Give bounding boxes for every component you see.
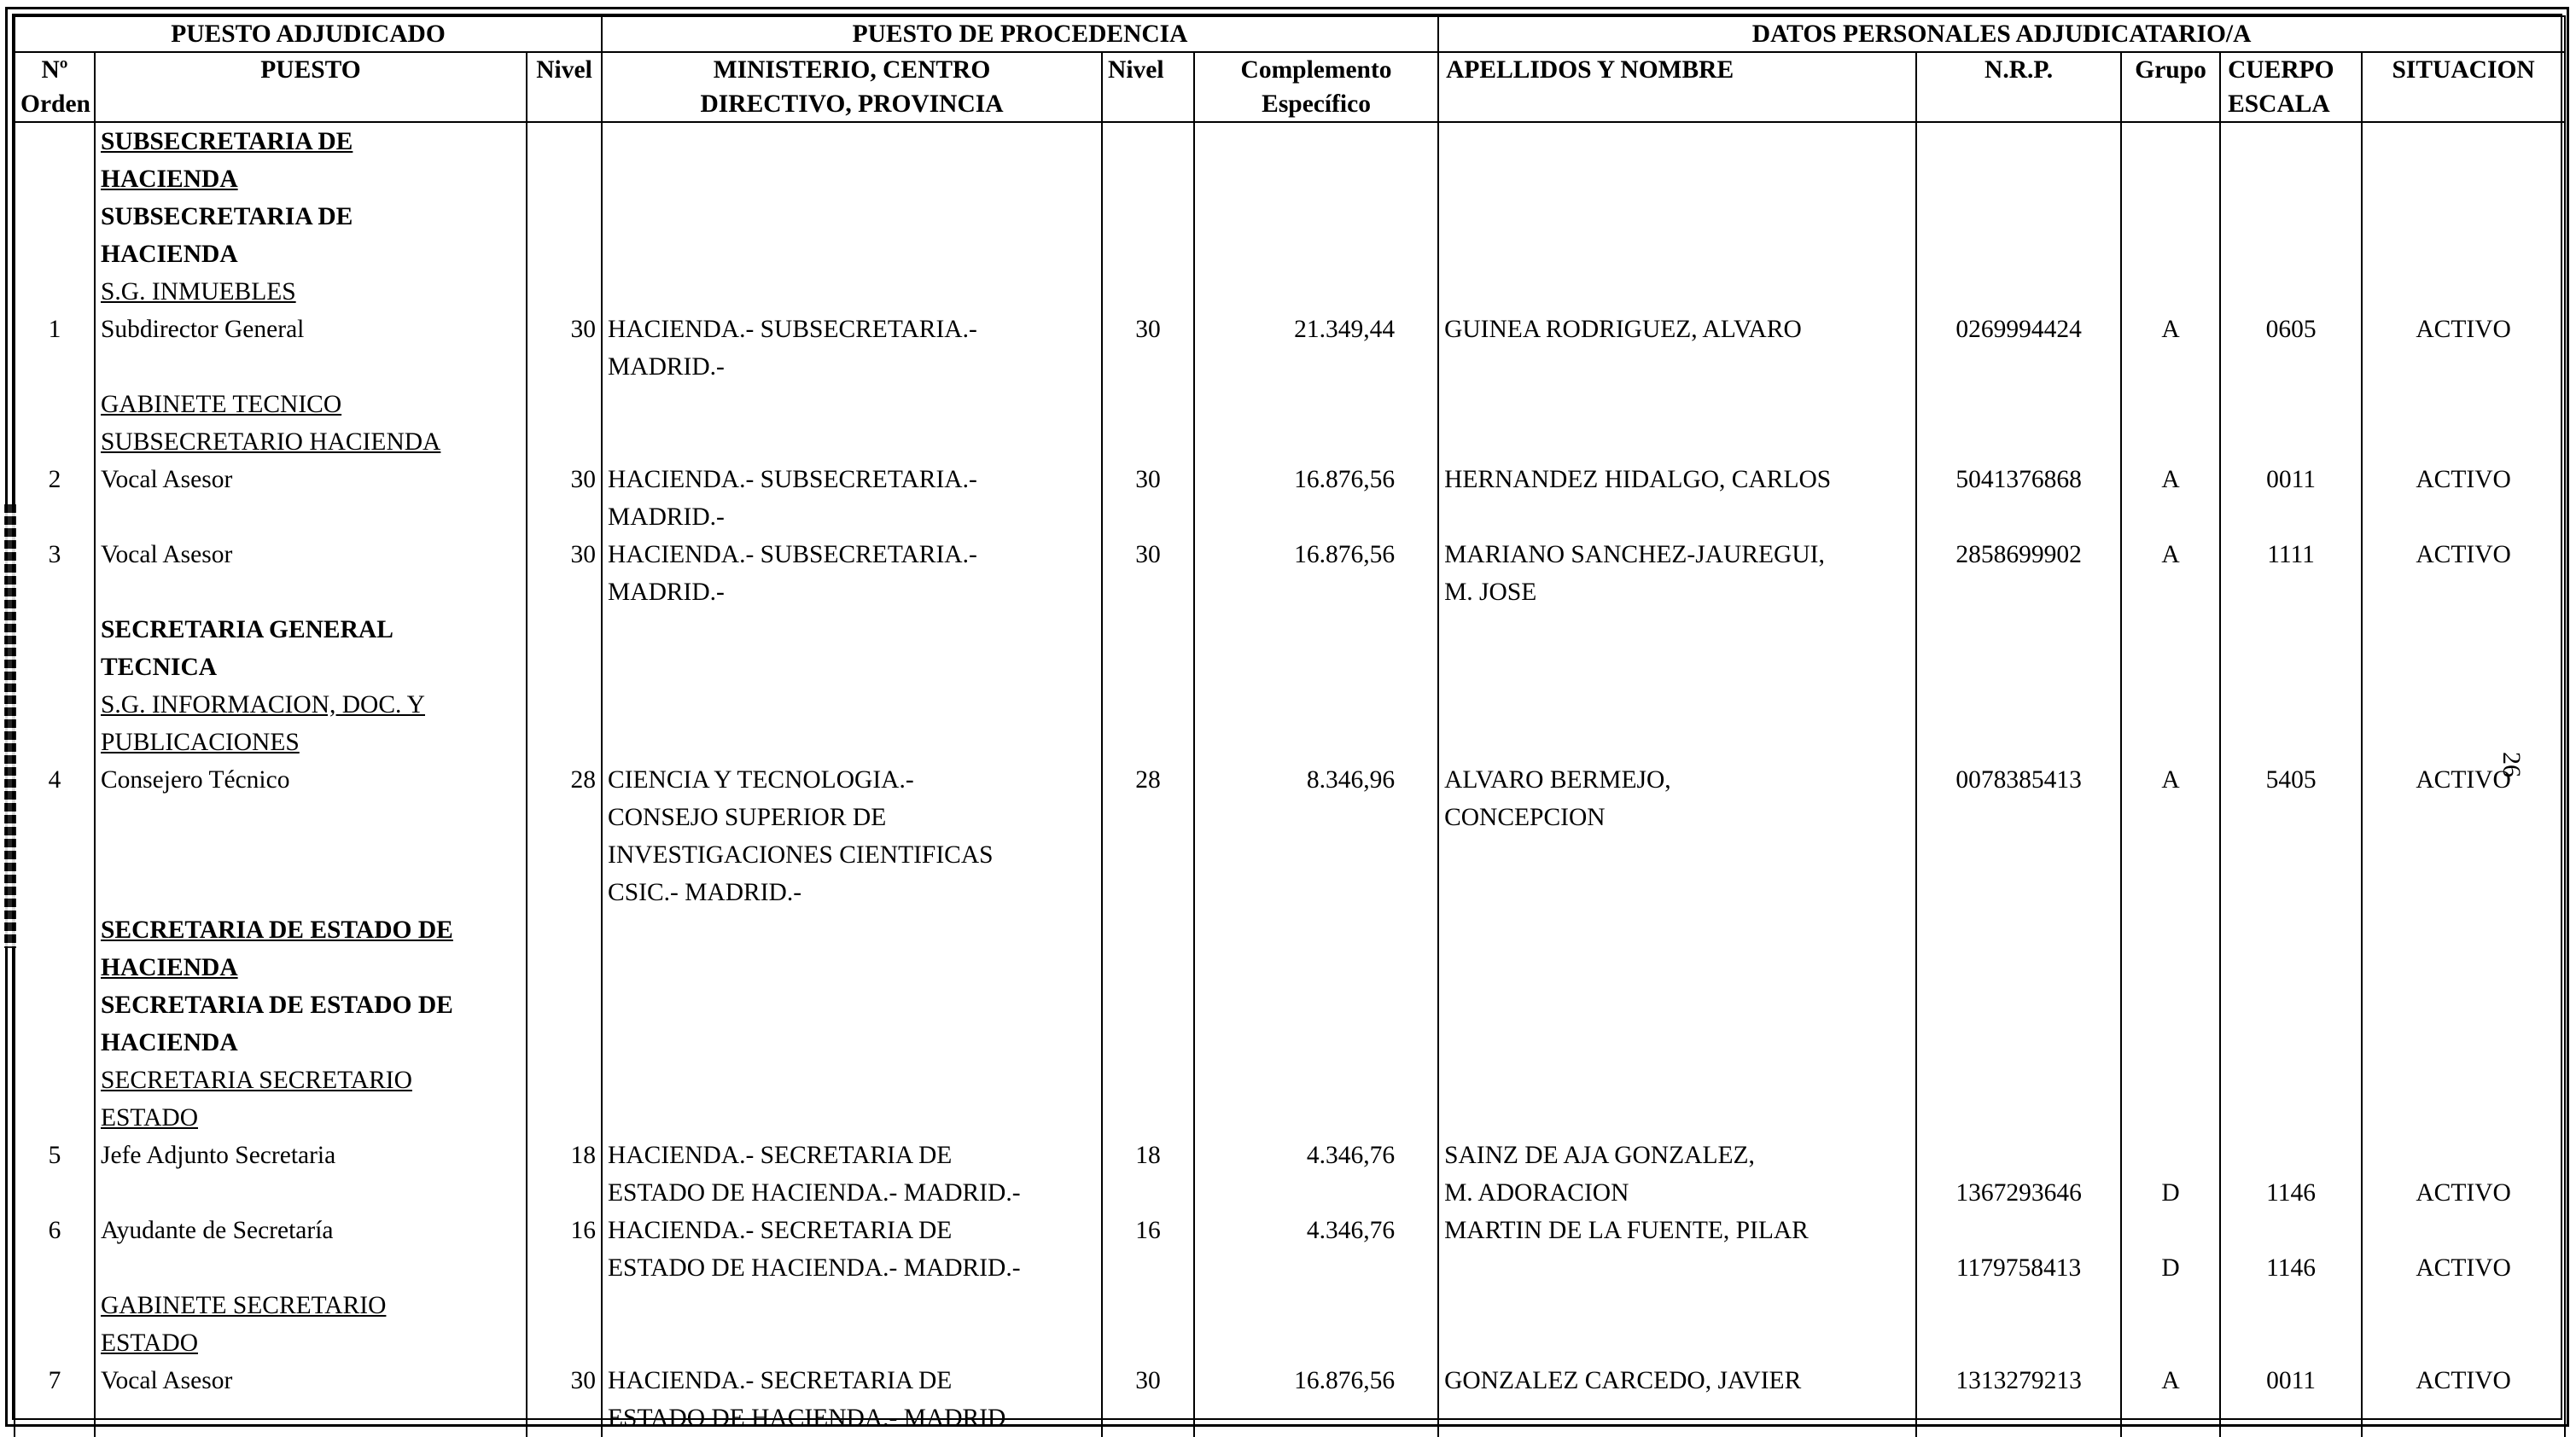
table-cell: 3 [15,536,95,611]
text-line: S.G. INMUEBLES [101,278,296,305]
column-header-cuerpo [2220,52,2362,122]
table-cell: 8.346,96 [1194,761,1438,911]
text-line: CONCEPCION [1444,804,1606,831]
table-cell: 5405 [2220,761,2362,911]
table-cell [1438,911,1916,1137]
text-line: MINISTERIO, CENTRO [713,56,991,84]
unit-row [15,386,2565,461]
table-cell: Vocal Asesor [95,1362,527,1437]
table-cell: 0605 [2220,311,2362,386]
table-cell [1194,122,1438,311]
text-line: CIENCIA Y TECNOLOGIA.- [608,766,914,794]
table-cell: 16 [1102,1212,1194,1287]
table-cell: 1146 [2220,1137,2362,1212]
text-line: HACIENDA.- SUBSECRETARIA.- [608,466,977,493]
text-line: SUBSECRETARIO HACIENDA [101,428,441,456]
adjudication-table [14,15,2566,1437]
table-cell [1438,611,1916,761]
table-cell: Jefe Adjunto Secretaria [95,1137,527,1212]
table-cell [2362,1287,2565,1362]
table-row [15,311,2565,386]
table-cell [602,311,1102,386]
text-line: HACIENDA.- SUBSECRETARIA.- [608,541,977,568]
table-cell [602,536,1102,611]
column-header-complemento [1194,52,1438,122]
text-line: HACIENDA [101,166,238,193]
table-cell: 28 [1102,761,1194,911]
table-cell: 1111 [2220,536,2362,611]
table-cell [1438,122,1916,311]
text-line: CUERPO [2228,56,2334,84]
table-cell [1438,536,1916,611]
text-line: ESTADO DE HACIENDA.- MADRID.- [608,1179,1021,1207]
text-line: MADRID.- [608,579,725,606]
text-line: MADRID.- [608,503,725,531]
table-cell: 30 [527,536,602,611]
text-line: DIRECTIVO, PROVINCIA [700,90,1004,118]
table-cell [1438,1137,1916,1212]
table-row [15,1362,2565,1437]
document-page [5,7,2569,1432]
table-cell: 16.876,56 [1194,536,1438,611]
table-cell: 16 [527,1212,602,1287]
unit-row [15,611,2565,761]
unit-row [15,122,2565,311]
table-cell: 30 [1102,461,1194,536]
text-line: ESTADO DE HACIENDA.- MADRID [608,1405,1006,1432]
unit-heading [95,911,527,1137]
table-row [15,1212,2565,1287]
table-cell: A [2121,536,2220,611]
table-cell [1102,386,1194,461]
table-cell [602,761,1102,911]
table-cell [15,122,95,311]
table-row [15,536,2565,611]
text-line: GABINETE SECRETARIO [101,1292,387,1319]
table-cell [1438,1287,1916,1362]
text-line: ESTADO [101,1104,198,1132]
table-row [15,461,2565,536]
table-cell [1194,1287,1438,1362]
text-line: SUBSECRETARIA DE [101,128,353,155]
unit-heading [95,1287,527,1362]
table-cell [527,122,602,311]
text-line: SECRETARIA SECRETARIO [101,1067,412,1094]
table-cell [1194,911,1438,1137]
text-line: Complemento [1240,56,1392,84]
text-line: Nº [41,56,68,84]
table-cell: 30 [527,1362,602,1437]
page-number: 26 [2497,752,2526,777]
text-line: HACIENDA [101,1029,238,1056]
table-cell [2362,386,2565,461]
table-cell: 1367293646 [1916,1137,2121,1212]
column-header-orden [15,52,95,122]
table-cell [2220,122,2362,311]
table-cell [527,911,602,1137]
table-cell [1916,122,2121,311]
table-cell: 4.346,76 [1194,1212,1438,1287]
text-line: INVESTIGACIONES CIENTIFICAS [608,841,994,869]
table-cell: HERNANDEZ HIDALGO, CARLOS [1438,461,1916,536]
table-cell: 1146 [2220,1212,2362,1287]
unit-row [15,1287,2565,1362]
table-cell: 30 [1102,311,1194,386]
text-line: HACIENDA [101,241,238,268]
column-header-nivel-procedencia: Nivel [1102,52,1194,122]
table-cell [602,1362,1102,1437]
group-header-puesto-procedencia: PUESTO DE PROCEDENCIA [602,16,1438,52]
unit-row [15,911,2565,1137]
table-cell [15,1287,95,1362]
table-cell: ACTIVO [2362,1362,2565,1437]
table-cell [1102,122,1194,311]
table-cell: 5041376868 [1916,461,2121,536]
text-line: MADRID.- [608,353,725,381]
table-cell: 30 [1102,536,1194,611]
table-cell [2121,1287,2220,1362]
table-cell [2121,611,2220,761]
table-cell: Consejero Técnico [95,761,527,911]
column-header-puesto: PUESTO [95,52,527,122]
table-cell: 1313279213 [1916,1362,2121,1437]
table-cell [2220,1287,2362,1362]
table-cell: Ayudante de Secretaría [95,1212,527,1287]
table-cell [2220,611,2362,761]
table-cell [2121,386,2220,461]
table-cell: 1 [15,311,95,386]
table-cell [2362,122,2565,311]
table-cell [2362,911,2565,1137]
table-cell [2220,911,2362,1137]
table-cell [602,1137,1102,1212]
text-line: HACIENDA.- SECRETARIA DE [608,1217,953,1244]
table-cell: ACTIVO [2362,536,2565,611]
table-cell: A [2121,1362,2220,1437]
table-cell: Vocal Asesor [95,461,527,536]
table-cell [2220,386,2362,461]
text-line: SECRETARIA DE ESTADO DE [101,916,453,944]
table-cell: 5 [15,1137,95,1212]
text-line: Orden [20,90,90,118]
table-frame [12,14,2562,1432]
table-cell [15,386,95,461]
table-cell [602,611,1102,761]
table-cell: GONZALEZ CARCEDO, JAVIER [1438,1362,1916,1437]
column-header-ministerio [602,52,1102,122]
table-cell [2362,611,2565,761]
table-cell: ACTIVO [2362,1212,2565,1287]
column-header-apellidos: APELLIDOS Y NOMBRE [1438,52,1916,122]
group-header-datos-personales: DATOS PERSONALES ADJUDICATARIO/A [1438,16,2565,52]
table-cell: 18 [1102,1137,1194,1212]
column-header-situacion: SITUACION [2362,52,2565,122]
table-cell: 6 [15,1212,95,1287]
table-cell [1102,911,1194,1137]
table-cell: 0011 [2220,1362,2362,1437]
table-cell: 28 [527,761,602,911]
table-cell: Subdirector General [95,311,527,386]
table-cell: 18 [527,1137,602,1212]
table-cell [1916,386,2121,461]
table-cell: A [2121,461,2220,536]
text-line: SUBSECRETARIA DE [101,203,353,230]
column-header-nrp: N.R.P. [1916,52,2121,122]
table-cell [602,122,1102,311]
table-cell: ACTIVO [2362,761,2565,911]
table-cell [1194,611,1438,761]
table-cell [15,911,95,1137]
unit-heading [95,122,527,311]
text-line: HACIENDA.- SUBSECRETARIA.- [608,316,977,343]
text-line: ESCALA [2228,90,2330,118]
table-cell: 2 [15,461,95,536]
table-cell: 16.876,56 [1194,1362,1438,1437]
table-cell: 2858699902 [1916,536,2121,611]
text-line: ALVARO BERMEJO, [1444,766,1671,794]
table-cell: ACTIVO [2362,1137,2565,1212]
column-header-nivel: Nivel [527,52,602,122]
table-cell [1102,1287,1194,1362]
table-cell: A [2121,761,2220,911]
table-cell: A [2121,311,2220,386]
text-line: TECNICA [101,654,218,681]
table-cell: 0078385413 [1916,761,2121,911]
text-line: PUBLICACIONES [101,729,300,756]
group-header-puesto-adjudicado: PUESTO ADJUDICADO [15,16,602,52]
table-cell: ACTIVO [2362,461,2565,536]
table-cell: MARTIN DE LA FUENTE, PILAR [1438,1212,1916,1287]
text-line: GABINETE TECNICO [101,391,342,418]
table-cell [602,1212,1102,1287]
text-line: HACIENDA.- SECRETARIA DE [608,1142,953,1169]
table-cell: 0269994424 [1916,311,2121,386]
table-row [15,1137,2565,1212]
table-cell [15,611,95,761]
table-cell: Vocal Asesor [95,536,527,611]
unit-heading [95,611,527,761]
table-cell [1916,1287,2121,1362]
text-line: ESTADO [101,1329,198,1357]
text-line: CONSEJO SUPERIOR DE [608,804,887,831]
scan-edge-mark [4,504,16,948]
table-cell [1916,911,2121,1137]
table-cell [602,1287,1102,1362]
table-cell: 30 [527,461,602,536]
text-line: Específico [1262,90,1371,118]
text-line: SAINZ DE AJA GONZALEZ, [1444,1142,1755,1169]
table-cell [527,386,602,461]
text-line: CSIC.- MADRID.- [608,879,802,906]
text-line: HACIENDA [101,954,238,981]
table-cell [1102,611,1194,761]
table-cell: D [2121,1137,2220,1212]
table-cell: 21.349,44 [1194,311,1438,386]
table-cell: 16.876,56 [1194,461,1438,536]
text-line: M. ADORACION [1444,1179,1629,1207]
table-cell: 4 [15,761,95,911]
table-cell [602,911,1102,1137]
table-cell [1438,386,1916,461]
column-header-grupo: Grupo [2121,52,2220,122]
table-cell [1194,386,1438,461]
table-cell: ACTIVO [2362,311,2565,386]
table-cell: 7 [15,1362,95,1437]
table-cell: 1179758413 [1916,1212,2121,1287]
table-cell: 30 [1102,1362,1194,1437]
table-cell [602,461,1102,536]
text-line: SECRETARIA GENERAL [101,616,393,643]
text-line: SECRETARIA DE ESTADO DE [101,992,453,1019]
table-cell [1916,611,2121,761]
table-cell [527,1287,602,1362]
table-cell: D [2121,1212,2220,1287]
table-row [15,761,2565,911]
table-cell [527,611,602,761]
table-cell [2121,122,2220,311]
text-line: MARIANO SANCHEZ-JAUREGUI, [1444,541,1825,568]
table-cell [602,386,1102,461]
table-cell [2121,911,2220,1137]
table-cell: 4.346,76 [1194,1137,1438,1212]
table-cell [1438,761,1916,911]
text-line: HACIENDA.- SECRETARIA DE [608,1367,953,1394]
table-cell: 0011 [2220,461,2362,536]
text-line: M. JOSE [1444,579,1537,606]
text-line: S.G. INFORMACION, DOC. Y [101,691,425,718]
table-cell: 30 [527,311,602,386]
table-cell: GUINEA RODRIGUEZ, ALVARO [1438,311,1916,386]
unit-heading [95,386,527,461]
text-line: ESTADO DE HACIENDA.- MADRID.- [608,1254,1021,1282]
